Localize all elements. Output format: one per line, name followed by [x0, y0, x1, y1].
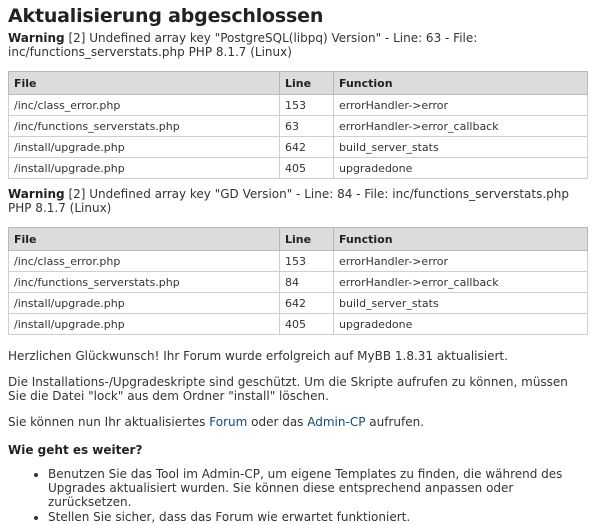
- cell-function: build_server_stats: [334, 293, 588, 314]
- next-steps-heading: Wie geht es weiter?: [8, 443, 143, 457]
- cell-line: 84: [280, 272, 334, 293]
- backtrace-table: [8, 227, 588, 335]
- column-header-file: File: [9, 228, 280, 251]
- table-row: [9, 251, 588, 272]
- list-item: • Stellen Sie sicher, dass das Forum wie erwartet funktioniert.: [48, 510, 588, 524]
- cell-file: /install/upgrade.php: [9, 293, 280, 314]
- table-row: [9, 95, 588, 116]
- cell-line: 405: [280, 158, 334, 179]
- visit-message: [8, 415, 588, 429]
- cell-line: 153: [280, 251, 334, 272]
- cell-function: errorHandler->error_callback: [334, 116, 588, 137]
- backtrace-table: [8, 71, 588, 179]
- warning-message: [8, 31, 588, 59]
- cell-file: /inc/functions_serverstats.php: [9, 116, 280, 137]
- cell-file: /inc/class_error.php: [9, 251, 280, 272]
- page-title: Aktualisierung abgeschlossen: [8, 5, 324, 27]
- table-row: [9, 293, 588, 314]
- forum-link[interactable]: Forum: [209, 415, 248, 429]
- warning-text: [2] Undefined array key "PostgreSQL(libpq) Version" - Line: 63 - File: inc/functions_serverstats.php PHP 8.1.7 (Linux): [8, 31, 478, 59]
- cell-function: upgradedone: [334, 158, 588, 179]
- warning-text: [2] Undefined array key "GD Version" - Line: 84 - File: inc/functions_serverstats.php PHP 8.1.7 (Linux): [8, 187, 569, 215]
- cell-line: 405: [280, 314, 334, 335]
- cell-file: /inc/functions_serverstats.php: [9, 272, 280, 293]
- warning-label: Warning: [8, 31, 65, 45]
- content: [8, 0, 588, 525]
- visit-text-after: aufrufen.: [365, 415, 425, 429]
- visit-text-before: Sie können nun Ihr aktualisiertes: [8, 415, 210, 429]
- table-row: [9, 272, 588, 293]
- column-header-file: File: [9, 72, 280, 95]
- list-item: • Benutzen Sie das Tool im Admin-CP, um eigene Templates zu finden, die während des Upgrades aktualisiert wurden. Sie können diese entsprechend anpassen oder zurücksetzen.: [48, 467, 588, 509]
- column-header-line: Line: [280, 228, 334, 251]
- cell-file: /install/upgrade.php: [9, 137, 280, 158]
- table-row: [9, 137, 588, 158]
- table-row: [9, 314, 588, 335]
- cell-file: /install/upgrade.php: [9, 158, 280, 179]
- admin-cp-link[interactable]: Admin-CP: [307, 415, 366, 429]
- column-header-function: Function: [334, 228, 588, 251]
- warning-message: [8, 187, 588, 215]
- cell-line: 642: [280, 137, 334, 158]
- column-header-function: Function: [334, 72, 588, 95]
- cell-function: build_server_stats: [334, 137, 588, 158]
- table-row: [9, 116, 588, 137]
- column-header-line: Line: [280, 72, 334, 95]
- cell-line: 153: [280, 95, 334, 116]
- cell-function: errorHandler->error: [334, 95, 588, 116]
- table-row: [9, 158, 588, 179]
- cell-file: /inc/class_error.php: [9, 95, 280, 116]
- next-steps-list: [8, 467, 588, 524]
- cell-file: /install/upgrade.php: [9, 314, 280, 335]
- protection-notice: Die Installations-/Upgradeskripte sind geschützt. Um die Skripte aufrufen zu können, müssen Sie die Datei "lock" aus dem Ordner "install" löschen.: [8, 375, 568, 403]
- cell-line: 642: [280, 293, 334, 314]
- cell-function: errorHandler->error_callback: [334, 272, 588, 293]
- cell-function: errorHandler->error: [334, 251, 588, 272]
- warning-label: Warning: [8, 187, 65, 201]
- visit-text-middle: oder das: [247, 415, 308, 429]
- cell-line: 63: [280, 116, 334, 137]
- table-header-row: [9, 228, 588, 251]
- cell-function: upgradedone: [334, 314, 588, 335]
- table-header-row: [9, 72, 588, 95]
- congrats-message: Herzlichen Glückwunsch! Ihr Forum wurde erfolgreich auf MyBB 1.8.31 aktualisiert.: [8, 349, 508, 363]
